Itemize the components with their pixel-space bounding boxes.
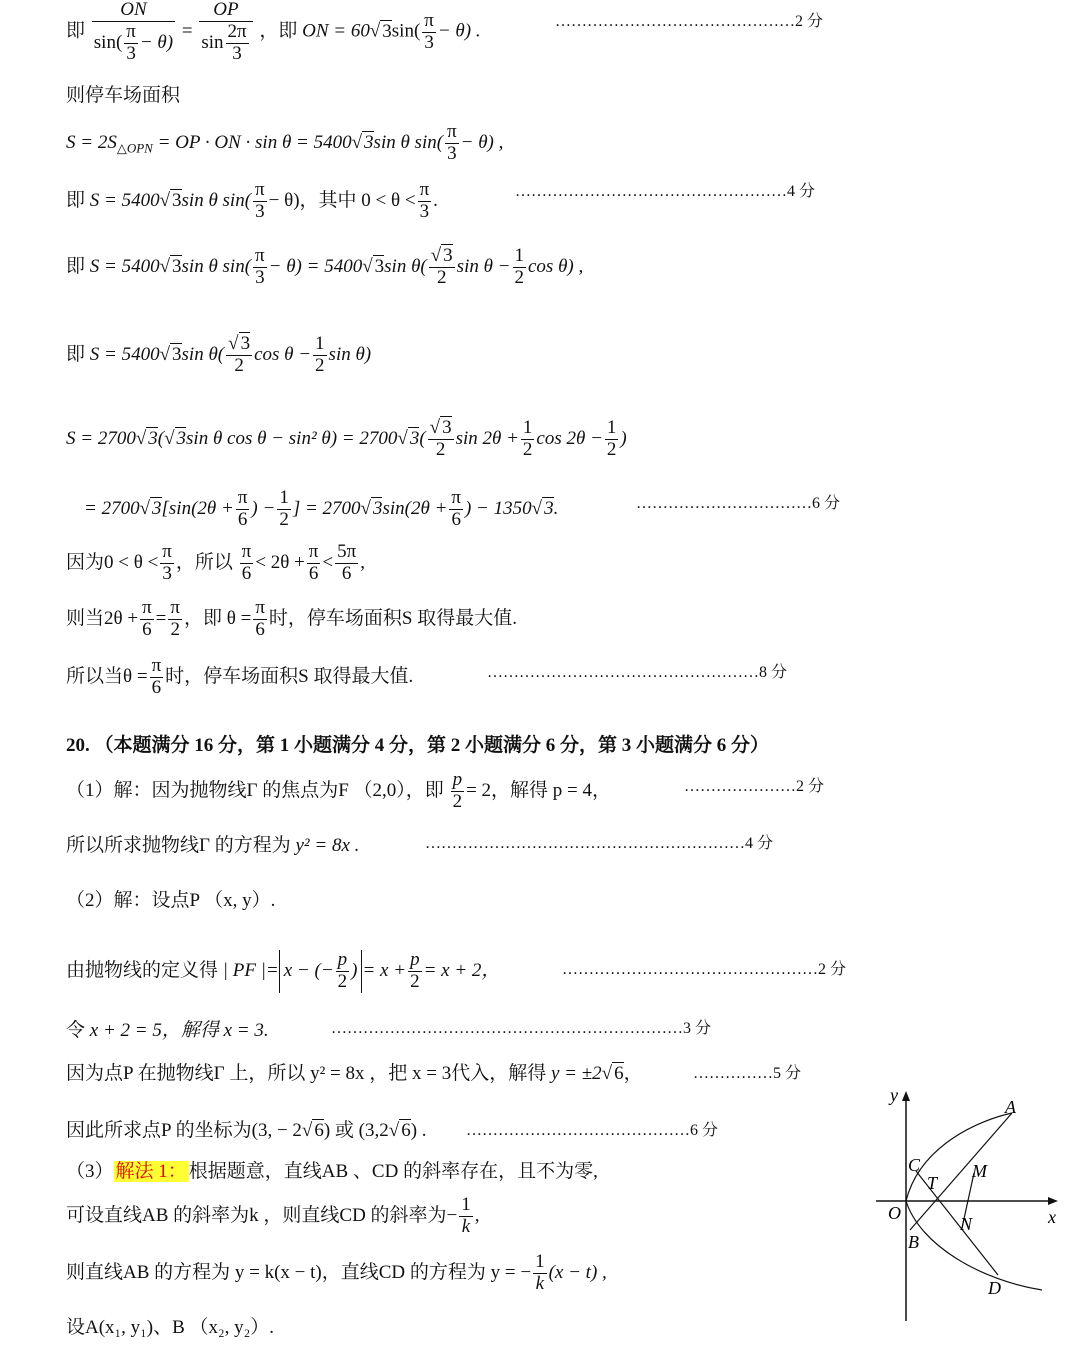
text: =	[155, 607, 167, 629]
numerator: π	[142, 597, 152, 618]
text: = 2，解得 p = 4，	[466, 779, 611, 801]
denominator: 6	[308, 562, 319, 584]
label-O: O	[888, 1203, 901, 1223]
numerator: p	[337, 949, 348, 970]
numerator: OP	[199, 0, 252, 22]
text: 所以所求抛物线Γ 的方程为	[66, 835, 296, 856]
line-23: 设A(x₁, y₁)、B （x₂, y₂）.	[66, 1317, 275, 1338]
numerator: π	[255, 597, 265, 618]
text: ] = 2700	[292, 497, 361, 519]
numerator: p	[410, 949, 420, 970]
text: = x + 2，	[423, 959, 501, 981]
denominator: k	[535, 1272, 545, 1294]
numerator: π	[255, 245, 265, 266]
label-B: B	[908, 1232, 919, 1252]
parabola-figure	[870, 1085, 1070, 1325]
numerator: π	[237, 487, 248, 508]
text: y = ±2	[550, 1063, 602, 1084]
denominator: 2	[337, 970, 348, 992]
text: sin θ −	[456, 255, 511, 277]
denominator: 6	[255, 618, 265, 640]
fraction	[92, 0, 175, 65]
text: 由抛物线的定义得	[66, 959, 223, 981]
denominator: 2	[435, 438, 446, 460]
text: 即	[66, 189, 90, 211]
line-8: = 2700√ 3[sin(2θ + $\frac{\pi}{6}$ ) − $\frac{1}{2}$ ] = 2700√ 3sin(2θ + $\frac{\pi}{6}$ ) − 1350√ 3.	[84, 487, 559, 530]
text: cos θ) ,	[528, 255, 584, 277]
numerator: 1	[279, 487, 289, 508]
text: 即	[66, 343, 90, 365]
score-dots: ……………………………………………8 分	[487, 664, 788, 681]
line-10	[66, 598, 517, 641]
text: sin θ(	[181, 343, 225, 365]
line-3	[66, 122, 503, 165]
text: .	[553, 497, 559, 519]
line-20	[66, 1162, 598, 1181]
numerator: π	[308, 541, 319, 562]
denominator: 2	[279, 508, 289, 530]
line-15: （2）解：设点P （x, y）.	[66, 890, 276, 911]
text: ) −	[251, 497, 276, 519]
denominator: 2	[514, 266, 524, 288]
numerator: 2π	[227, 20, 247, 42]
numerator: 5π	[337, 541, 357, 562]
text: 因为点P 在抛物线Γ 上，所以 y² = 8x ，把 x = 3代入，解得	[66, 1063, 551, 1084]
numerator: π	[255, 179, 265, 200]
numerator: π	[162, 541, 172, 562]
text: − θ)	[139, 31, 174, 53]
text: sin θ)	[328, 343, 372, 365]
text: 可设直线AB 的斜率为k ，则直线CD 的斜率为−	[66, 1204, 458, 1226]
denominator: 3	[255, 266, 265, 288]
line-13	[66, 770, 611, 813]
numerator: π	[241, 541, 252, 562]
text: sin θ sin(	[181, 189, 252, 211]
text: 时，停车场面积S 取得最大值.	[165, 665, 414, 687]
label-x: x	[1048, 1207, 1056, 1227]
line-2	[66, 86, 180, 105]
line-7: S = 2700√ 3(√ 3sin θ cos θ − sin² θ) = 2700√ 3( $\frac{√ 3}{2}$ sin 2θ + $\frac{1}{2}$ cos 2θ − $\frac{1}{2}$ )	[66, 417, 627, 460]
text: ，即	[259, 20, 298, 42]
text: .	[433, 189, 438, 211]
text: S = 5400	[89, 189, 160, 211]
fraction	[199, 0, 252, 65]
text: sin θ(	[384, 255, 427, 277]
numerator: π	[170, 597, 180, 618]
line-21	[66, 1195, 480, 1238]
text: cos θ −	[254, 343, 312, 365]
sqrt: √ 3	[351, 131, 374, 153]
text: sin	[201, 31, 224, 53]
text: ,	[360, 551, 365, 573]
text: sin θ cos θ − sin² θ) = 2700	[186, 427, 398, 449]
numerator: p	[452, 769, 463, 790]
numerator: π	[451, 487, 461, 508]
highlight-solution-label: 解法 1：	[115, 1161, 187, 1182]
text: ，所以	[175, 551, 238, 573]
numerator: π	[424, 9, 434, 31]
text: S = 2S	[66, 131, 117, 153]
score-dots: ……………………………………………4 分	[515, 183, 816, 200]
denominator: 3	[162, 562, 172, 584]
text: S = 5400	[89, 343, 160, 365]
denominator: 2	[606, 438, 617, 460]
label-C: C	[908, 1155, 921, 1175]
text: ，即 θ =	[183, 607, 252, 629]
numerator: π	[447, 121, 457, 142]
denominator: 3	[424, 31, 434, 53]
absolute-value: x − (− $\frac{p}{2}$ )	[279, 950, 363, 993]
line-16	[66, 950, 500, 993]
text: 即	[66, 255, 90, 277]
denominator: 6	[341, 562, 352, 584]
text: 则当2θ +	[66, 607, 139, 629]
line-22	[66, 1252, 607, 1295]
denominator: 3	[419, 200, 430, 222]
text: sin 2θ +	[455, 427, 519, 449]
text: 所以当θ =	[66, 665, 148, 687]
score-dots: ……………………………6 分	[636, 495, 841, 512]
sqrt: √ 3	[369, 20, 392, 42]
text: ON = 60	[302, 20, 370, 42]
numerator: 1	[535, 1251, 545, 1272]
text: ) .	[410, 1120, 427, 1141]
denominator: k	[461, 1215, 471, 1237]
numerator: 1	[522, 417, 533, 438]
subscript: △OPN	[116, 140, 153, 156]
text: − θ) ,	[460, 131, 504, 153]
text: cos 2θ −	[536, 427, 603, 449]
text: 根据题意，直线AB 、CD 的斜率存在，且不为零,	[188, 1161, 598, 1182]
line-19: 因此所求点P 的坐标为(3, − 2√ 6) 或 (3,2√ 6) .	[66, 1120, 427, 1141]
text: sin θ sin(	[181, 255, 252, 277]
text: sin θ sin(	[373, 131, 444, 153]
line-6: 即 S = 5400√ 3sin θ( $\frac{√ 3}{2}$ cos θ − $\frac{1}{2}$ sin θ)	[66, 333, 372, 376]
line-AB	[910, 1113, 1012, 1230]
denominator: 6	[451, 508, 461, 530]
text: 即	[66, 20, 86, 42]
sqrt: √ 3	[159, 189, 182, 211]
text: =	[181, 20, 193, 42]
score-dots: …………………2 分	[684, 778, 825, 795]
y-axis-arrow	[902, 1091, 910, 1101]
text: <	[322, 551, 334, 573]
denominator: 6	[142, 618, 152, 640]
line-18: 因为点P 在抛物线Γ 上，所以 y² = 8x ，把 x = 3代入，解得 y = ±2√ 6，	[66, 1063, 643, 1084]
text: sin(2θ +	[382, 497, 448, 519]
denominator	[92, 22, 175, 65]
numerator: 1	[514, 245, 524, 266]
denominator: 3	[232, 42, 242, 64]
label-y: y	[890, 1085, 898, 1105]
score-dots: ………………………………………2 分	[555, 13, 824, 30]
numerator: ON	[92, 0, 175, 22]
text: ) − 1350	[464, 497, 532, 519]
numerator: 1	[461, 1194, 471, 1215]
label-T: T	[927, 1173, 938, 1193]
line-1	[66, 0, 481, 65]
text: (	[157, 427, 165, 449]
line-14	[66, 836, 359, 855]
denominator	[199, 22, 252, 65]
denominator: 2	[436, 266, 447, 288]
denominator: 2	[234, 354, 244, 376]
text: (x − t) ,	[548, 1261, 607, 1283]
denominator: 2	[315, 354, 325, 376]
text: 令	[66, 1020, 90, 1041]
line-4	[66, 180, 438, 223]
label-D: D	[988, 1278, 1001, 1298]
label-A: A	[1005, 1097, 1016, 1117]
line-9	[66, 542, 365, 585]
text: （3）	[66, 1161, 114, 1182]
label-M: M	[972, 1161, 987, 1181]
score-dots: …………………………………………2 分	[562, 961, 847, 978]
denominator: 2	[410, 970, 420, 992]
text: S = 5400	[89, 255, 160, 277]
denominator: 3	[447, 142, 457, 164]
score-dots: ……………5 分	[693, 1065, 802, 1082]
denominator: 2	[170, 618, 180, 640]
text: 时，停车场面积S 取得最大值.	[268, 607, 517, 629]
numerator: π	[151, 655, 162, 676]
text: = OP · ON · sin θ = 5400	[152, 131, 352, 153]
text: y² = 8x .	[295, 835, 360, 856]
problem-20-heading: 20. （本题满分 16 分，第 1 小题满分 4 分，第 2 小题满分 6 分，第 3 小题满分 6 分）	[66, 735, 770, 756]
text: − θ) .	[437, 20, 481, 42]
text: ) 或 (3,2	[323, 1120, 389, 1141]
text: 因此所求点P 的坐标为(3, − 2	[66, 1120, 302, 1141]
text: sin(	[391, 20, 421, 42]
denominator: 3	[255, 200, 265, 222]
line-11	[66, 656, 413, 699]
line-17	[66, 1021, 269, 1040]
score-dots: …………………………………………………………3 分	[331, 1020, 712, 1037]
text: 因为0 < θ <	[66, 551, 159, 573]
numerator: π	[126, 20, 136, 42]
denominator: 2	[452, 790, 463, 812]
score-dots: ……………………………………………………4 分	[425, 835, 774, 852]
text: | PF |=	[222, 959, 279, 981]
text: − θ)，其中 0 < θ <	[268, 189, 416, 211]
text: （1）解：因为抛物线Γ 的焦点为F （2,0），即	[66, 779, 449, 801]
text: 则直线AB 的方程为 y = k(x − t)，直线CD 的方程为 y = −	[66, 1261, 532, 1283]
text: = x +	[362, 959, 407, 981]
text: sin(	[93, 31, 123, 53]
text: = 2700	[84, 497, 140, 519]
text: [sin(2θ +	[161, 497, 234, 519]
text: (	[419, 427, 426, 449]
text: < 2θ +	[255, 551, 305, 573]
numerator: 1	[315, 333, 325, 354]
denominator: 6	[237, 508, 248, 530]
denominator: 2	[522, 438, 533, 460]
text: x + 2 = 5，解得 x = 3.	[89, 1020, 269, 1041]
numerator: 1	[606, 417, 617, 438]
score-dots: ……………………………………6 分	[466, 1122, 719, 1139]
x-axis-arrow	[1048, 1197, 1058, 1205]
text: S = 2700	[66, 427, 136, 449]
text: − θ) = 5400	[268, 255, 363, 277]
text: 则停车场面积	[66, 85, 181, 106]
line-5: 即 S = 5400√ 3sin θ sin( $\frac{\pi}{3}$ − θ) = 5400√ 3sin θ( $\frac{√ 3}{2}$ sin θ − $\frac{1}{2}$ cos θ) ,	[66, 245, 584, 288]
label-N: N	[960, 1214, 973, 1234]
numerator: π	[419, 179, 430, 200]
denominator: 6	[151, 676, 162, 698]
text: ,	[474, 1204, 480, 1226]
denominator: 6	[241, 562, 252, 584]
denominator: 3	[126, 42, 136, 64]
text: ，	[623, 1063, 643, 1084]
text: )	[620, 427, 627, 449]
